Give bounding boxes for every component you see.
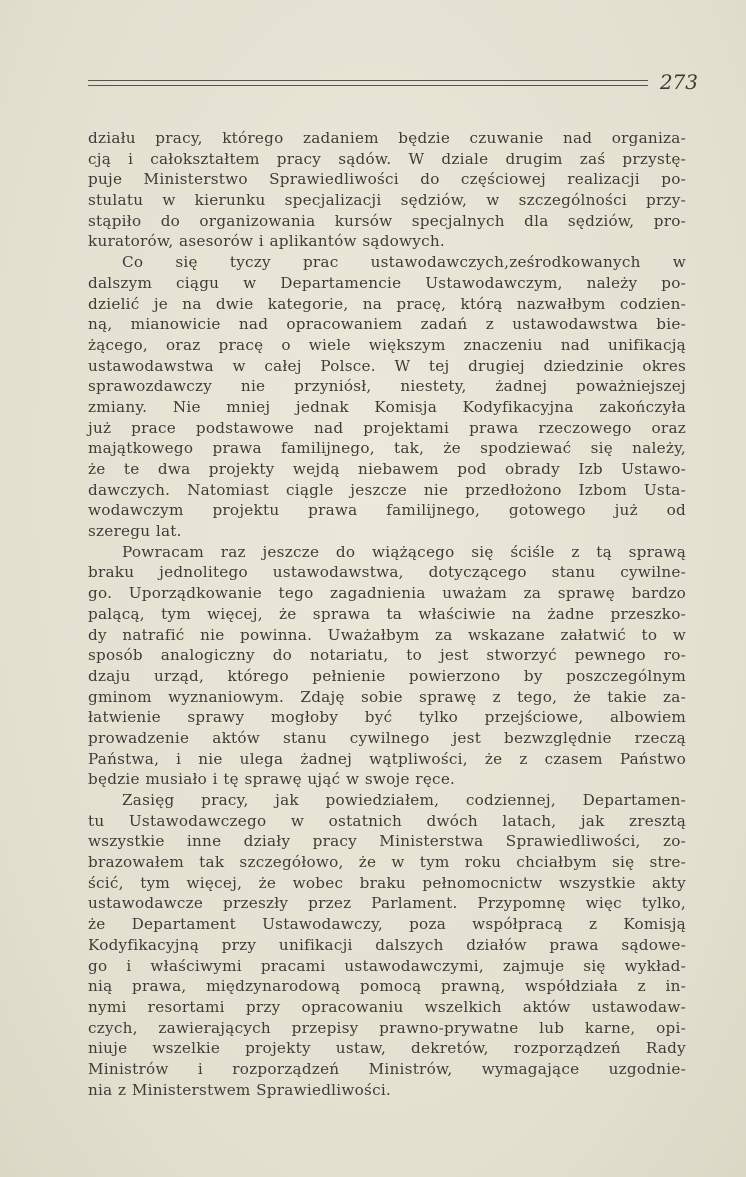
header-rule-bottom [88,85,648,86]
text-line: działu pracy, którego zadaniem będzie czuwanie nad organiza- [88,129,686,147]
text-line: ustawodawcze przeszły przez Parlament. Przypomnę więc tylko, [88,894,686,913]
text-line: ścić, tym więcej, że wobec braku pełnomocnictw wszystkie akty [88,873,686,892]
text-line: go i właściwymi pracami ustawodawczymi, zajmuje się wykład- [88,956,686,975]
text-line: że te dwa projekty wejdą niebawem pod obrady Izb Ustawo- [88,460,686,478]
text-line: czych, zawierających przepisy prawno-prywatne lub karne, opi- [88,1018,686,1037]
text-line: dawczych. Natomiast ciągle jeszcze nie przedłożono Izbom Usta- [88,480,686,499]
text-line: majątkowego prawa familijnego, tak, że spodziewać się należy, [88,439,686,458]
text-line: zmiany. Nie mniej jednak Komisja Kodyfikacyjna zakończyła [88,397,686,416]
text-line: dalszym ciągu w Departamencie Ustawodawczym, należy po- [88,273,686,292]
text-line: Ministrów i rozporządzeń Ministrów, wymagające uzgodnie- [88,1059,686,1078]
page-header [88,70,698,98]
text-line: Zasięg pracy, jak powiedziałem, codziennej, Departamen- [122,791,686,809]
text-line: ną, mianowicie nad opracowaniem zadań z ustawodawstwa bie- [88,315,686,334]
text-line: puje Ministerstwo Sprawiedliwości do częściowej realizacji po- [88,170,686,189]
text-line: dzielić je na dwie kategorie, na pracę, którą nazwałbym codzien- [88,294,686,313]
text-line: wszystkie inne działy pracy Ministerstwa Sprawiedliwości, zo- [88,832,686,851]
text-line: będzie musiało i tę sprawę ująć w swoje ręce. [88,770,456,789]
text-line: że Departament Ustawodawczy, poza współpracą z Komisją [88,915,686,934]
text-line: ustawodawstwa w całej Polsce. W tej drugiej dziedzinie okres [88,356,686,375]
page-number: 273 [659,70,698,94]
text-line: nymi resortami przy opracowaniu wszelkich aktów ustawodaw- [88,997,686,1016]
text-line: sprawozdawczy nie przyniósł, niestety, żadnej poważniejszej [88,377,686,396]
text-line: łatwienie sprawy mogłoby być tylko przejściowe, albowiem [88,708,686,727]
text-line: tu Ustawodawczego w ostatnich dwóch latach, jak zresztą [88,811,686,830]
text-line: nia z Ministerstwem Sprawiedliwości. [88,1080,392,1099]
text-line: Państwa, i nie ulega żadnej wątpliwości, że z czasem Państwo [88,749,686,768]
text-line: braku jednolitego ustawodawstwa, dotyczącego stanu cywilne- [88,563,686,582]
header-rule-top [88,80,648,81]
text-line: palącą, tym więcej, że sprawa ta właściwie na żadne przeszko- [88,604,686,623]
text-line: gminom wyznaniowym. Zdaję sobie sprawę z tego, że takie za- [88,687,686,706]
text-line: sposób analogiczny do notariatu, to jest stworzyć pewnego ro- [88,646,686,665]
text-line: szeregu lat. [88,522,182,541]
text-line: stulatu w kierunku specjalizacji sędziów, w szczególności przy- [88,191,686,210]
text-line: niuje wszelkie projekty ustaw, dekretów, rozporządzeń Rady [88,1039,686,1058]
text-line: Kodyfikacyjną przy unifikacji dalszych działów prawa sądowe- [88,935,686,954]
text-line: już prace podstawowe nad projektami prawa rzeczowego oraz [88,418,686,437]
text-line: wodawczym projektu prawa familijnego, gotowego już od [88,501,686,520]
text-line: brazowałem tak szczegółowo, że w tym roku chciałbym się stre- [88,853,686,872]
text-line: nią prawa, międzynarodową pomocą prawną, współdziała z in- [88,977,686,996]
text-line: Co się tyczy prac ustawodawczych,ześrodkowanych w [122,253,686,272]
text-line: Powracam raz jeszcze do wiążącego się ściśle z tą sprawą [122,542,686,561]
text-line: stąpiło do organizowania kursów specjalnych dla sędziów, pro- [88,211,686,230]
text-line: dzaju urząd, którego pełnienie powierzono by poszczególnym [88,666,686,685]
text-line: prowadzenie aktów stanu cywilnego jest bezwzględnie rzeczą [88,728,686,747]
body-text [88,128,686,1100]
text-line: kuratorów, asesorów i aplikantów sądowych. [88,232,446,251]
text-line: go. Uporządkowanie tego zagadnienia uważam za sprawę bardzo [88,584,686,603]
text-line: żącego, oraz pracę o wiele większym znaczeniu nad unifikacją [88,335,686,354]
text-line: cją i całokształtem pracy sądów. W dziale drugim zaś przystę- [88,149,686,168]
text-line: dy natrafić nie powinna. Uważałbym za wskazane załatwić to w [88,625,686,644]
